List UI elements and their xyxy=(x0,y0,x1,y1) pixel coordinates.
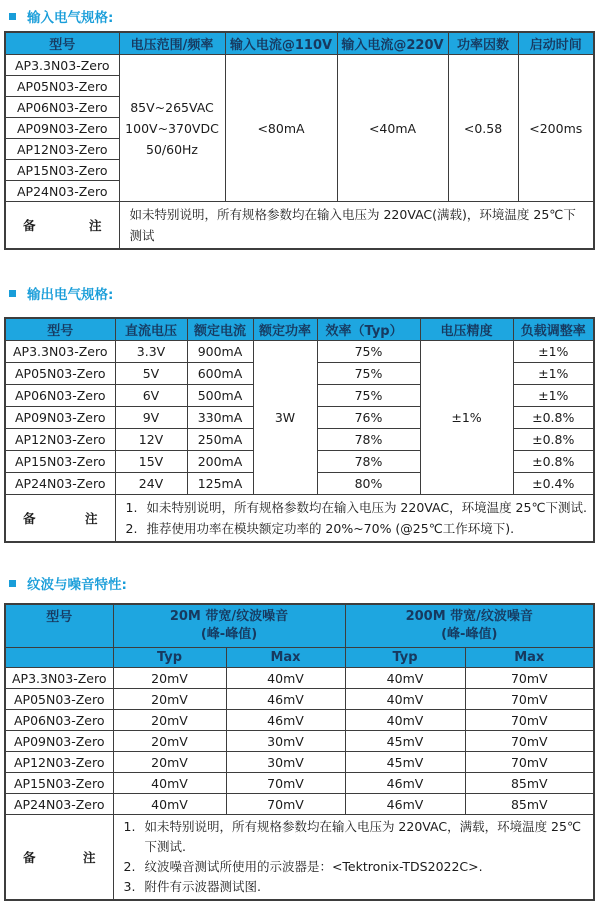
note-label-char: 备 xyxy=(23,511,36,526)
typ-200m-cell: 45mV xyxy=(345,752,465,773)
max-20m-cell: 46mV xyxy=(226,689,345,710)
ripple-noise-table xyxy=(4,603,595,901)
section-bullet-icon xyxy=(9,290,16,297)
model-cell: AP3.3N03-Zero xyxy=(5,668,113,689)
col-header-20m-bandwidth xyxy=(113,604,345,648)
typ-200m-cell: 40mV xyxy=(345,710,465,731)
note-number: 1. xyxy=(125,500,138,515)
efficiency-cell: 75% xyxy=(317,341,420,363)
typ-20m-cell: 20mV xyxy=(113,668,226,689)
model-cell: AP24N03-Zero xyxy=(5,794,113,815)
typ-20m-cell: 20mV xyxy=(113,710,226,731)
col-subheader-typ-200m: Typ xyxy=(345,648,465,668)
typ-200m-cell: 46mV xyxy=(345,794,465,815)
max-200m-cell: 70mV xyxy=(465,710,594,731)
note-label-char: 注 xyxy=(84,511,98,526)
rated-current-cell: 600mA xyxy=(187,363,253,385)
col-header-efficiency: 效率（Typ） xyxy=(317,318,420,341)
max-20m-cell: 70mV xyxy=(226,773,345,794)
load-regulation-cell: ±0.8% xyxy=(513,429,594,451)
efficiency-cell: 78% xyxy=(317,451,420,473)
group-subtitle: (峰-峰值) xyxy=(200,627,258,642)
model-cell: AP09N03-Zero xyxy=(5,407,115,429)
typ-20m-cell: 20mV xyxy=(113,752,226,773)
section-bullet-icon xyxy=(9,580,16,587)
col-header-200m-bandwidth xyxy=(345,604,594,648)
max-20m-cell: 40mV xyxy=(226,668,345,689)
group-subtitle: (峰-峰值) xyxy=(441,627,498,642)
input-specs-table xyxy=(4,31,595,250)
table-row xyxy=(5,668,594,689)
note-label-char: 备 xyxy=(23,850,36,865)
note-label-cell xyxy=(5,495,115,543)
model-cell: AP24N03-Zero xyxy=(5,181,119,202)
note-text: 如未特别说明，所有规格参数均在输入电压为 220VAC，满载，环境温度 25℃下测试. xyxy=(144,819,581,854)
table-row xyxy=(5,731,594,752)
output-specs-table xyxy=(4,317,595,543)
efficiency-cell: 78% xyxy=(317,429,420,451)
col-header-voltage-accuracy: 电压精度 xyxy=(420,318,513,341)
col-subheader-max-20m: Max xyxy=(226,648,345,668)
col-header-voltage-range: 电压范围/频率 xyxy=(119,32,225,55)
load-regulation-cell: ±1% xyxy=(513,385,594,407)
table-row xyxy=(5,794,594,815)
dc-voltage-cell: 24V xyxy=(115,473,187,495)
table-header-row xyxy=(5,604,594,648)
note-label-char: 注 xyxy=(88,218,102,233)
rated-current-cell: 250mA xyxy=(187,429,253,451)
load-regulation-cell: ±1% xyxy=(513,363,594,385)
model-cell: AP09N03-Zero xyxy=(5,731,113,752)
voltage-accuracy-cell: ±1% xyxy=(420,341,513,495)
input-current-110-cell: <80mA xyxy=(225,55,337,202)
startup-time-cell: <200ms xyxy=(518,55,594,202)
model-cell: AP12N03-Zero xyxy=(5,139,119,160)
load-regulation-cell: ±0.8% xyxy=(513,451,594,473)
col-header-model: 型号 xyxy=(5,32,119,55)
rated-current-cell: 900mA xyxy=(187,341,253,363)
table-row xyxy=(5,752,594,773)
model-cell: AP05N03-Zero xyxy=(5,689,113,710)
typ-20m-cell: 40mV xyxy=(113,773,226,794)
max-200m-cell: 70mV xyxy=(465,731,594,752)
col-header-rated-power: 额定功率 xyxy=(253,318,317,341)
dc-voltage-cell: 12V xyxy=(115,429,187,451)
efficiency-cell: 75% xyxy=(317,385,420,407)
note-label-cell xyxy=(5,202,119,250)
model-cell: AP05N03-Zero xyxy=(5,76,119,97)
table-subheader-row xyxy=(5,648,594,668)
note-label-cell xyxy=(5,815,113,901)
note-text-cell xyxy=(115,495,594,543)
note-line xyxy=(126,518,588,539)
typ-200m-cell: 40mV xyxy=(345,689,465,710)
section-title-text: 纹波与噪音特性: xyxy=(27,577,127,593)
note-text: 附件有示波器测试图. xyxy=(144,879,261,894)
note-text-cell xyxy=(113,815,594,901)
group-title: 200M 带宽/纹波噪音 xyxy=(405,609,533,624)
rated-current-cell: 200mA xyxy=(187,451,253,473)
typ-200m-cell: 45mV xyxy=(345,731,465,752)
load-regulation-cell: ±0.4% xyxy=(513,473,594,495)
voltage-range-line: 100V~370VDC xyxy=(125,120,219,136)
dc-voltage-cell: 3.3V xyxy=(115,341,187,363)
dc-voltage-cell: 5V xyxy=(115,363,187,385)
section-bullet-icon xyxy=(9,13,16,20)
voltage-range-line: 85V~265VAC xyxy=(130,99,214,115)
efficiency-cell: 75% xyxy=(317,363,420,385)
col-header-rated-current: 额定电流 xyxy=(187,318,253,341)
table-header-row xyxy=(5,318,594,341)
col-subheader-empty xyxy=(5,648,113,668)
note-text: 如未特别说明，所有规格参数均在输入电压为 220VAC，环境温度 25℃下测试. xyxy=(146,500,587,515)
model-cell: AP06N03-Zero xyxy=(5,97,119,118)
note-text: 推荐使用功率在模块额定功率的 20%~70% (@25℃工作环境下). xyxy=(146,521,515,536)
model-cell: AP24N03-Zero xyxy=(5,473,115,495)
col-header-power-factor: 功率因数 xyxy=(448,32,518,55)
rated-current-cell: 500mA xyxy=(187,385,253,407)
note-number: 3. xyxy=(123,879,136,894)
section-title-output-specs xyxy=(9,285,593,301)
model-cell: AP3.3N03-Zero xyxy=(5,341,115,363)
model-cell: AP15N03-Zero xyxy=(5,451,115,473)
col-header-model: 型号 xyxy=(5,604,113,648)
model-cell: AP12N03-Zero xyxy=(5,752,113,773)
note-line xyxy=(124,817,588,857)
typ-200m-cell: 40mV xyxy=(345,668,465,689)
efficiency-cell: 80% xyxy=(317,473,420,495)
note-row xyxy=(5,815,594,901)
table-header-row xyxy=(5,32,594,55)
note-text: 如未特别说明，所有规格参数均在输入电压为 220VAC(满载)，环境温度 25℃下测试 xyxy=(129,207,576,243)
dc-voltage-cell: 15V xyxy=(115,451,187,473)
note-line xyxy=(126,497,588,518)
model-cell: AP09N03-Zero xyxy=(5,118,119,139)
col-header-input-current-220: 输入电流@220V xyxy=(337,32,448,55)
typ-20m-cell: 20mV xyxy=(113,731,226,752)
dc-voltage-cell: 6V xyxy=(115,385,187,407)
voltage-range-cell xyxy=(119,55,225,202)
col-header-dc-voltage: 直流电压 xyxy=(115,318,187,341)
model-cell: AP15N03-Zero xyxy=(5,773,113,794)
max-20m-cell: 70mV xyxy=(226,794,345,815)
note-label-char: 备 xyxy=(23,218,36,233)
typ-20m-cell: 20mV xyxy=(113,689,226,710)
load-regulation-cell: ±0.8% xyxy=(513,407,594,429)
rated-current-cell: 330mA xyxy=(187,407,253,429)
typ-200m-cell: 46mV xyxy=(345,773,465,794)
max-200m-cell: 85mV xyxy=(465,794,594,815)
table-row xyxy=(5,689,594,710)
note-number: 1. xyxy=(123,819,136,834)
table-row xyxy=(5,773,594,794)
model-cell: AP06N03-Zero xyxy=(5,710,113,731)
voltage-range-line: 50/60Hz xyxy=(146,141,198,157)
table-row xyxy=(5,341,594,363)
table-row xyxy=(5,710,594,731)
max-20m-cell: 30mV xyxy=(226,731,345,752)
dc-voltage-cell: 9V xyxy=(115,407,187,429)
note-text-cell xyxy=(119,202,594,250)
section-title-text: 输入电气规格: xyxy=(27,10,114,26)
col-header-model: 型号 xyxy=(5,318,115,341)
load-regulation-cell: ±1% xyxy=(513,341,594,363)
input-current-220-cell: <40mA xyxy=(337,55,448,202)
efficiency-cell: 76% xyxy=(317,407,420,429)
model-cell: AP06N03-Zero xyxy=(5,385,115,407)
power-factor-cell: <0.58 xyxy=(448,55,518,202)
max-20m-cell: 30mV xyxy=(226,752,345,773)
model-cell: AP3.3N03-Zero xyxy=(5,55,119,76)
col-subheader-typ-20m: Typ xyxy=(113,648,226,668)
model-cell: AP05N03-Zero xyxy=(5,363,115,385)
col-header-startup-time: 启动时间 xyxy=(518,32,594,55)
note-row xyxy=(5,202,594,250)
typ-20m-cell: 40mV xyxy=(113,794,226,815)
note-line xyxy=(124,877,588,897)
max-20m-cell: 46mV xyxy=(226,710,345,731)
section-title-text: 输出电气规格: xyxy=(27,287,114,303)
note-row xyxy=(5,495,594,543)
note-line xyxy=(124,857,588,877)
note-label-char: 注 xyxy=(82,850,96,865)
max-200m-cell: 70mV xyxy=(465,668,594,689)
model-cell: AP15N03-Zero xyxy=(5,160,119,181)
group-title: 20M 带宽/纹波噪音 xyxy=(169,609,289,624)
note-text: 纹波噪音测试所使用的示波器是：<Tektronix-TDS2022C>. xyxy=(144,859,483,874)
rated-current-cell: 125mA xyxy=(187,473,253,495)
rated-power-cell: 3W xyxy=(253,341,317,495)
max-200m-cell: 70mV xyxy=(465,689,594,710)
max-200m-cell: 85mV xyxy=(465,773,594,794)
col-header-load-regulation: 负载调整率 xyxy=(513,318,594,341)
max-200m-cell: 70mV xyxy=(465,752,594,773)
note-number: 2. xyxy=(125,521,138,536)
note-number: 2. xyxy=(123,859,136,874)
model-cell: AP12N03-Zero xyxy=(5,429,115,451)
section-title-input-specs xyxy=(9,8,593,24)
table-row xyxy=(5,55,594,76)
col-subheader-max-200m: Max xyxy=(465,648,594,668)
section-title-ripple-noise xyxy=(9,575,593,591)
col-header-input-current-110: 输入电流@110V xyxy=(225,32,337,55)
